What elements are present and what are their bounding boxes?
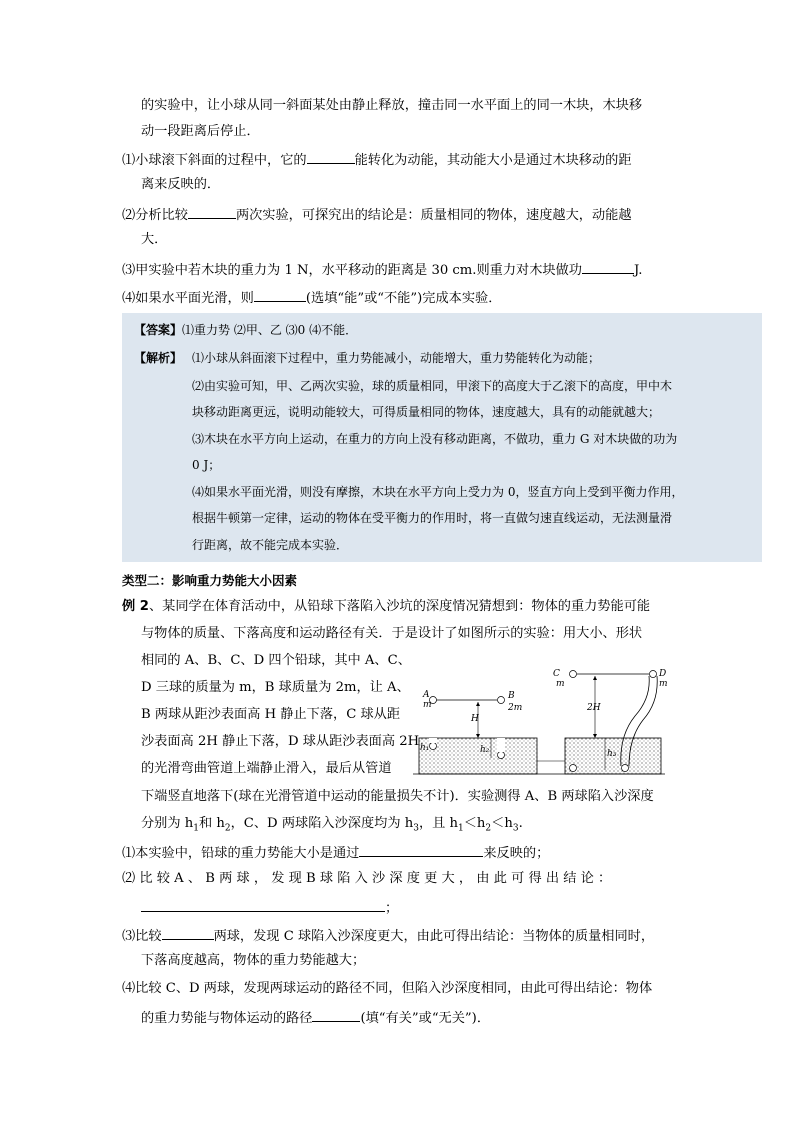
example-2-line-4: D 三球的质量为 m，B 球质量为 2m，让 A、 [141, 680, 410, 695]
label-2m: 2m [508, 703, 523, 713]
analysis-2a: ⑵由实验可知，甲、乙两次实验，球的质量相同，甲滚下的高度大于乙滚下的高度，甲中木 [192, 379, 673, 393]
ex2-q1-answer-blank[interactable] [359, 842, 483, 857]
analysis-4c: 行距离，故不能完成本实验． [192, 538, 349, 552]
label-b: B [508, 691, 515, 701]
label-h1: h₁ [420, 743, 430, 753]
answer-line [134, 322, 357, 338]
q4-text-post: (选填“能”或“不能”)完成本实验． [305, 291, 502, 306]
ball-a-in-sand [430, 743, 437, 750]
q3-answer-blank[interactable] [582, 259, 634, 274]
example-2-line-2: 与物体的质量、下落高度和运动路径有关．于是设计了如图所示的实验：用大小、形状 [141, 626, 643, 641]
ex2-q2-answer-blank[interactable] [141, 897, 385, 912]
q2-text-post: 两次实验，可探究出的结论是：质量相同的物体，速度越大，动能越 [235, 208, 632, 223]
q3-line [122, 259, 642, 280]
analysis-2b: 块移动距离更远，说明动能较大，可得质量相同的物体，速度越大，具有的动能就越大； [192, 405, 661, 419]
q4-answer-blank[interactable] [254, 287, 306, 302]
label-a: A [423, 690, 430, 700]
analysis-3a: ⑶木块在水平方向上运动，在重力的方向上没有移动距离，不做功，重力 G 对木块做的功为 [192, 432, 678, 446]
analysis-1: ⑴小球从斜面滚下过程中，重力势能减小，动能增大，重力势能转化为动能； [192, 351, 601, 365]
ball-d-start [650, 671, 657, 678]
analysis-4b: 根据牛顿第一定律，运动的物体在受平衡力的作用时，将一直做匀速直线运动，无法测量滑 [192, 511, 673, 525]
analysis-3b: 0 J； [192, 458, 221, 472]
q3-text-pre: ⑶甲实验中若木块的重力为 1 N，水平移动的距离是 30 cm.则重力对木块做功 [122, 263, 582, 278]
q1-line-2: 离来反映的． [141, 177, 221, 192]
label-h: H [471, 714, 479, 724]
ex2-q3-line-2: 下落高度越高，物体的重力势能越大； [141, 953, 366, 968]
example-label: 例 2 [122, 599, 149, 614]
experiment-figure [413, 658, 668, 780]
example-2-line-8: 下端竖直地落下(球在光滑管道中运动的能量损失不计)．实验测得 A、B 两球陷入沙深度 [141, 789, 654, 804]
label-m-c: m [556, 679, 565, 689]
label-2h: 2H [587, 703, 601, 713]
q1-line-1 [122, 149, 632, 170]
q4-text-pre: ⑷如果水平面光滑，则 [122, 291, 254, 306]
sand-box-left [419, 738, 537, 774]
answer-label: 【答案】 [134, 323, 183, 337]
section-heading: 类型二：影响重力势能大小因素 [122, 573, 298, 588]
q3-text-post: J. [634, 263, 643, 278]
intro-line-2: 动一段距离后停止． [141, 124, 260, 139]
q4-line [122, 287, 501, 308]
q1-text-pre: ⑴小球滚下斜面的过程中，它的 [122, 153, 307, 168]
q2-line-2: 大． [141, 232, 168, 247]
ex2-q3-line-1: ⑶比较 两球，发现 C 球陷入沙深度更大，由此可得出结论：当物体的质量相同时， [122, 925, 654, 946]
ball-d-in-sand [622, 765, 629, 772]
analysis-4a: ⑷如果水平面光滑，则没有摩擦，木块在水平方向上受力为 0，竖直方向上受到平衡力作用， [192, 485, 684, 499]
example-2-line-5: B 两球从距沙表面高 H 静止下落，C 球从距 [141, 707, 401, 722]
ball-c-in-sand [570, 765, 577, 772]
analysis-label: 【解析】 [134, 351, 183, 365]
q2-line-1 [122, 204, 632, 225]
example-2-line-7: 的光滑弯曲管道上端静止滑入，最后从管道 [141, 761, 392, 776]
ex2-q3-answer-blank[interactable] [162, 925, 214, 940]
answer-text: ⑴重力势 ⑵甲、乙 ⑶0 ⑷不能． [182, 323, 358, 337]
ball-b-start [498, 697, 505, 704]
label-c: C [553, 669, 560, 679]
q2-answer-blank[interactable] [188, 204, 236, 219]
label-h3: h₃ [607, 749, 617, 759]
label-m-d: m [659, 679, 668, 689]
label-d: D [659, 669, 667, 679]
label-h2: h₂ [480, 745, 490, 755]
example-2-line-6: 沙表面高 2H 静止下落，D 球从距沙表面高 2H [141, 734, 420, 749]
q1-text-post: 能转化为动能，其动能大小是通过木块移动的距 [354, 153, 632, 168]
ex2-q4-line-2: 的重力势能与物体运动的路径 (填“有关”或“无关”)． [141, 1007, 490, 1028]
ball-c-start [570, 671, 577, 678]
ex2-q2-blank-line: ； [141, 897, 398, 918]
example-2-line-1: 例 2、某同学在体育活动中，从铅球下落陷入沙坑的深度情况猜想到：物体的重力势能可能 [122, 599, 651, 614]
ball-b-in-sand [498, 752, 505, 759]
q1-answer-blank[interactable] [307, 149, 355, 164]
ex2-q2-line: ⑵ 比 较 A 、 B 两 球 ， 发 现 B 球 陷 入 沙 深 度 更 大 ， 由 此 可 得 出 结 论 ： [122, 871, 612, 886]
example-2-line-3: 相同的 A、B、C、D 四个铅球，其中 A、C、 [141, 653, 411, 668]
q2-text-pre: ⑵分析比较 [122, 208, 188, 223]
ex2-q4-line-1: ⑷比较 C、D 两球，发现两球运动的路径不同，但陷入沙深度相同，由此可得出结论：物体 [122, 981, 653, 996]
ex2-q4-answer-blank[interactable] [312, 1007, 360, 1022]
label-m-a: m [423, 700, 432, 710]
intro-line-1: 的实验中，让小球从同一斜面某处由静止释放，撞击同一水平面上的同一木块，木块移 [141, 98, 643, 113]
ex2-q1-line: ⑴本实验中，铅球的重力势能大小是通过 来反映的； [122, 842, 549, 863]
example-2-line-9: 分别为 $h_1$和 $h_2$，C、D 两球陷入沙深度均为 $h_3$，且 $h_1<h_2<h_3$. [141, 816, 523, 834]
